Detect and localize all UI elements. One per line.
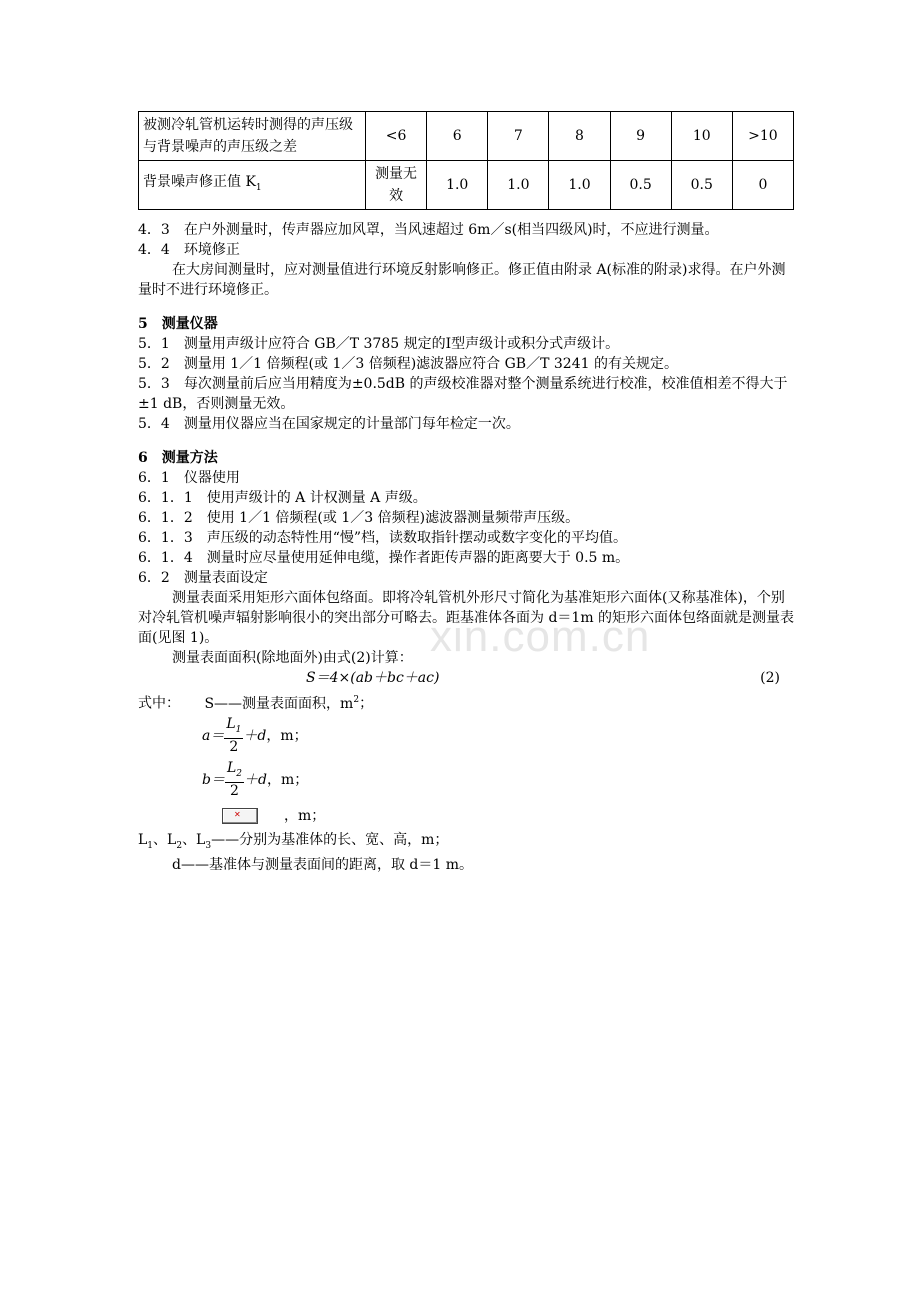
section-5-title: 5 测量仪器 [138, 316, 218, 332]
area-intro: 测量表面面积(除地面外)由式(2)计算： [172, 650, 413, 666]
clause-6-2-body: 测量表面采用矩形六面体包络面。即将冷轧管机外形尺寸简化为基准矩形六面体(又称基准体)，个别对冷轧管机噪声辐射影响很小的突出部分可略去。距基准体各面为 d＝1m 的矩形六面体包络面就是测量表面(见图 1)。 [138, 590, 795, 646]
clause-6-1-4: 6．1．4 测量时应尽量使用延伸电缆，操作者距传声器的距离要大于 0.5 m。 [138, 550, 630, 566]
numerator [224, 716, 243, 739]
clause-4-4: 4．4 环境修正 [138, 242, 240, 258]
table-row [139, 161, 794, 210]
clause-6-1: 6．1 仪器使用 [138, 470, 240, 486]
num-text: L [226, 716, 236, 733]
table-cell: 9 [610, 112, 671, 161]
clause-5-3: 5．3 每次测量前后应当用精度为±0.5dB 的声级校准器对整个测量系统进行校准，校准值相差不得大于±1 dB，否则测量无效。 [138, 376, 788, 412]
clause-6-1-2: 6．1．2 使用 1／1 倍频程(或 1／3 倍频程)滤波器测量频带声压级。 [138, 510, 580, 526]
a-definition [138, 714, 798, 758]
subscript: 2 [236, 769, 242, 780]
s-definition: S——测量表面面积，m [204, 695, 354, 712]
correction-table [138, 111, 794, 210]
table-row [139, 112, 794, 161]
fraction [224, 716, 243, 755]
clause-5-1: 5．1 测量用声级计应符合 GB／T 3785 规定的Ⅰ型声级计或积分式声级计。 [138, 336, 620, 352]
L-definitions [138, 830, 798, 856]
table-cell: 测量无效 [366, 161, 427, 210]
document-body [138, 111, 798, 875]
table-cell: 0.5 [610, 161, 671, 210]
watermark: xin.com.cn [430, 612, 651, 661]
table-cell: 8 [549, 112, 610, 161]
subscript: 2 [176, 840, 183, 851]
subscript: 1 [235, 725, 242, 736]
table-cell: 1.0 [488, 161, 549, 210]
table-cell: 1.0 [549, 161, 610, 210]
table-cell: >10 [732, 112, 793, 161]
subscript: 1 [147, 840, 154, 851]
b-definition [138, 758, 798, 802]
clause-5-4: 5．4 测量用仪器应当在国家规定的计量部门每年检定一次。 [138, 416, 520, 432]
s-end: ； [359, 695, 374, 712]
table-cell: 7 [488, 112, 549, 161]
table-cell: 0.5 [671, 161, 732, 210]
clause-4-3: 4．3 在户外测量时，传声器应加风罩，当风速超过 6m／s(相当四级风)时，不应进行测量。 [138, 222, 719, 238]
table-cell-label [139, 161, 366, 210]
table-cell-label: 被测冷轧管机运转时测得的声压级与背景噪声的声压级之差 [139, 112, 366, 161]
L-text: 、L [182, 831, 206, 848]
b-lhs: b＝ [202, 771, 225, 788]
L-text: 、L [153, 831, 177, 848]
clause-6-2: 6．2 测量表面设定 [138, 570, 268, 586]
section-6-title: 6 测量方法 [138, 450, 218, 466]
table-cell: 10 [671, 112, 732, 161]
denominator: 2 [230, 783, 239, 800]
denominator: 2 [229, 739, 239, 756]
broken-image-icon: ✕ [222, 808, 258, 824]
table-cell: <6 [366, 112, 427, 161]
where-label: 式中： [138, 695, 180, 712]
c-definition [138, 802, 798, 830]
a-lhs: a＝ [202, 727, 225, 744]
table-cell: 0 [732, 161, 793, 210]
superscript: 2 [353, 695, 360, 705]
b-rhs: ＋d [244, 771, 267, 788]
table-cell: 1.0 [427, 161, 488, 210]
formula-text: S＝4×(ab＋bc＋ac) [306, 670, 440, 686]
clause-6-1-3: 6．1．3 声压级的动态特性用“慢”档，读数取指针摆动或数字变化的平均值。 [138, 530, 628, 546]
a-rhs: ＋d [243, 727, 267, 744]
d-definition: d——基准体与测量表面间的距离，取 d＝1 m。 [172, 857, 474, 874]
unit-text: ，m； [266, 727, 308, 744]
where-s-line [138, 690, 798, 714]
unit-text: ，m； [284, 807, 326, 824]
numerator [225, 760, 244, 783]
L-text: L [138, 831, 148, 848]
clause-4-4-body: 在大房间测量时，应对测量值进行环境反射影响修正。修正值由附录 A(标准的附录)求得。在户外测量时不进行环境修正。 [138, 262, 786, 298]
subscript: 3 [205, 840, 212, 851]
equation-number: (2) [760, 670, 780, 686]
unit-text: ，m； [266, 771, 309, 788]
num-text: L [226, 760, 237, 777]
clause-6-1-1: 6．1．1 使用声级计的 A 计权测量 A 声级。 [138, 490, 427, 506]
table-cell: 6 [427, 112, 488, 161]
clause-5-2: 5．2 测量用 1／1 倍频程(或 1／3 倍频程)滤波器应符合 GB／T 3241 的有关规定。 [138, 356, 678, 372]
subscript: 1 [255, 182, 262, 193]
formula-2 [138, 668, 798, 690]
fraction [225, 760, 244, 799]
label-text: 背景噪声修正值 K [143, 174, 256, 191]
L-description: ——分别为基准体的长、宽、高，m； [211, 831, 449, 848]
